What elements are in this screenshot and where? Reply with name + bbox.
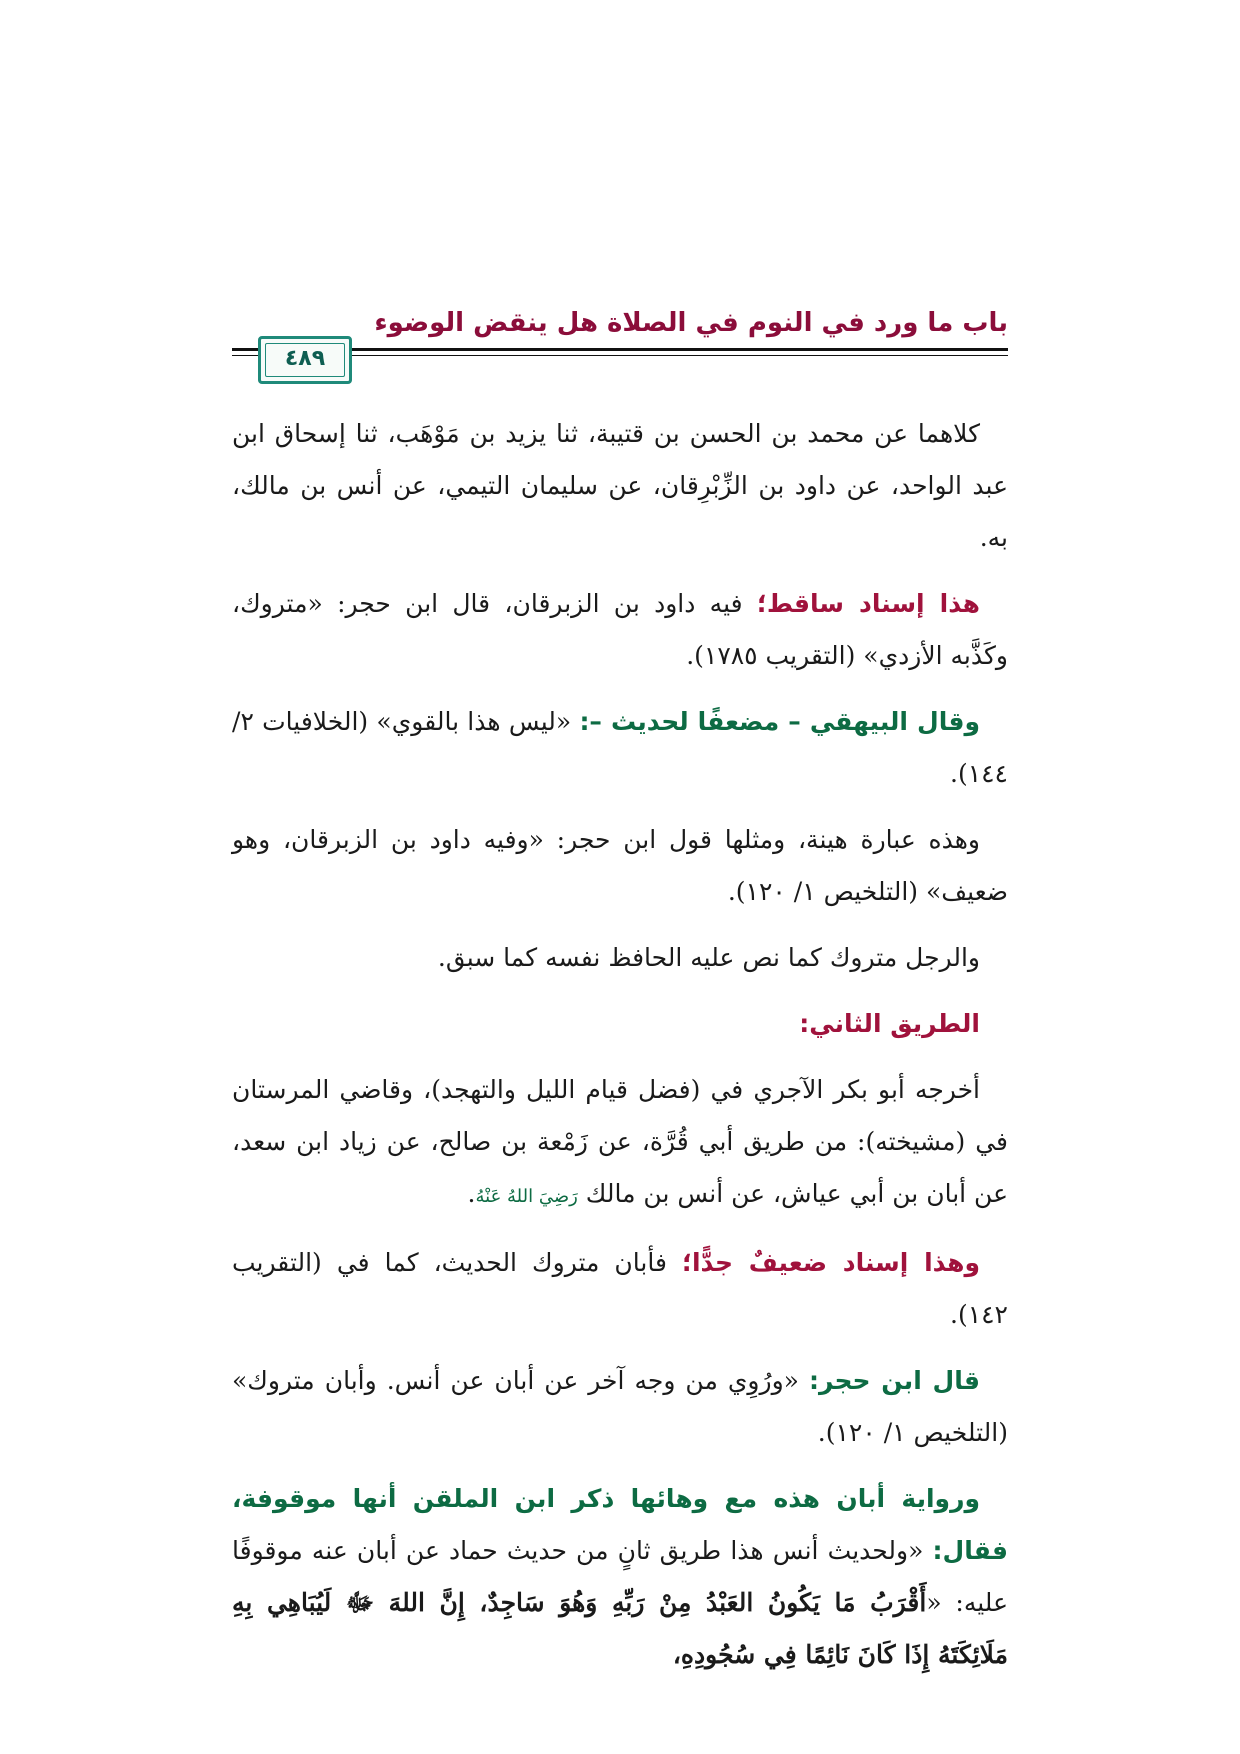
paragraph-text: والرجل متروك كما نص عليه الحافظ نفسه كما سبق. <box>437 943 980 972</box>
page-number-badge <box>258 336 352 384</box>
grading-lead: وهذا إسناد ضعيفٌ جدًّا؛ <box>681 1248 980 1277</box>
paragraph-text: «ليس هذا بالقوي» (الخلافيات ٢/ ١٤٤). <box>232 707 1008 788</box>
paragraph-aban-narration <box>232 1473 1008 1681</box>
paragraph-grading-2 <box>232 1237 1008 1341</box>
hadith-quote: أَقْرَبُ مَا يَكُونُ العَبْدُ مِنْ رَبِّهِ وَهُوَ سَاجِدٌ، إِنَّ اللهَ ﷻ لَيُبَاهِي بِهِ مَلَائِكَتَهُ إِذَا كَانَ نَائِمًا فِي سُجُودِهِ، <box>232 1588 1008 1669</box>
paragraph-text: فيه داود بن الزبرقان، قال ابن حجر: «متروك، وكَذَّبه الأزدي» (التقريب ١٧٨٥). <box>232 589 1008 670</box>
grading-lead: هذا إسناد ساقط؛ <box>756 589 980 618</box>
paragraph-text: «ولحديث أنس هذا طريق ثانٍ من حديث حماد عن أبان عنه موقوفًا عليه: « <box>232 1536 1009 1617</box>
paragraph-chain <box>232 408 1008 564</box>
paragraph-grading-1 <box>232 578 1008 682</box>
paragraph-second-path <box>232 1064 1008 1223</box>
paragraph-bayhaqi <box>232 696 1008 800</box>
page-header <box>232 300 1008 400</box>
paragraph-text: أخرجه أبو بكر الآجري في (فضل قيام الليل والتهجد)، وقاضي المرستان في (مشيخته): من طريق أبي قُرَّة، عن زَمْعة بن صالح، عن زياد ابن سعد، عن أبان بن أبي عياش، عن أنس بن مالك <box>232 1075 1008 1208</box>
chapter-title: باب ما ورد في النوم في الصلاة هل ينقض الوضوء <box>374 308 1008 338</box>
quote-lead: وقال البيهقي – مضعفًا لحديث –: <box>579 707 981 736</box>
paragraph-text: كلاهما عن محمد بن الحسن بن قتيبة، ثنا يزيد بن مَوْهَب، ثنا إسحاق ابن عبد الواحد، عن داود بن الزِّبْرِقان، عن سليمان التيمي، عن أنس بن مالك، به. <box>232 419 1008 552</box>
paragraph-text: فأبان متروك الحديث، كما في (التقريب ١٤٢). <box>232 1248 1008 1329</box>
honorific-glyph: رَضِيَ اللهُ عَنْهُ <box>475 1186 578 1207</box>
paragraph-text: «ورُوِي من وجه آخر عن أبان عن أنس. وأبان متروك» (التلخيص ١/ ١٢٠). <box>232 1366 1008 1447</box>
paragraph-commentary <box>232 814 1008 918</box>
quote-lead: قال ابن حجر: <box>808 1366 980 1395</box>
page-number: ٤٨٩ <box>284 346 326 371</box>
paragraph-note <box>232 932 1008 984</box>
quote-lead: ورواية أبان هذه مع وهائها ذكر ابن الملقن أنها موقوفة، فقال: <box>232 1484 1008 1565</box>
page-body <box>232 408 1008 1695</box>
paragraph-ibn-hajar <box>232 1355 1008 1459</box>
paragraph-end: . <box>467 1179 476 1208</box>
section-subheading: الطريق الثاني: <box>799 1009 980 1038</box>
paragraph-text: وهذه عبارة هينة، ومثلها قول ابن حجر: «وفيه داود بن الزبرقان، وهو ضعيف» (التلخيص ١/ ١٢٠). <box>232 825 1008 906</box>
